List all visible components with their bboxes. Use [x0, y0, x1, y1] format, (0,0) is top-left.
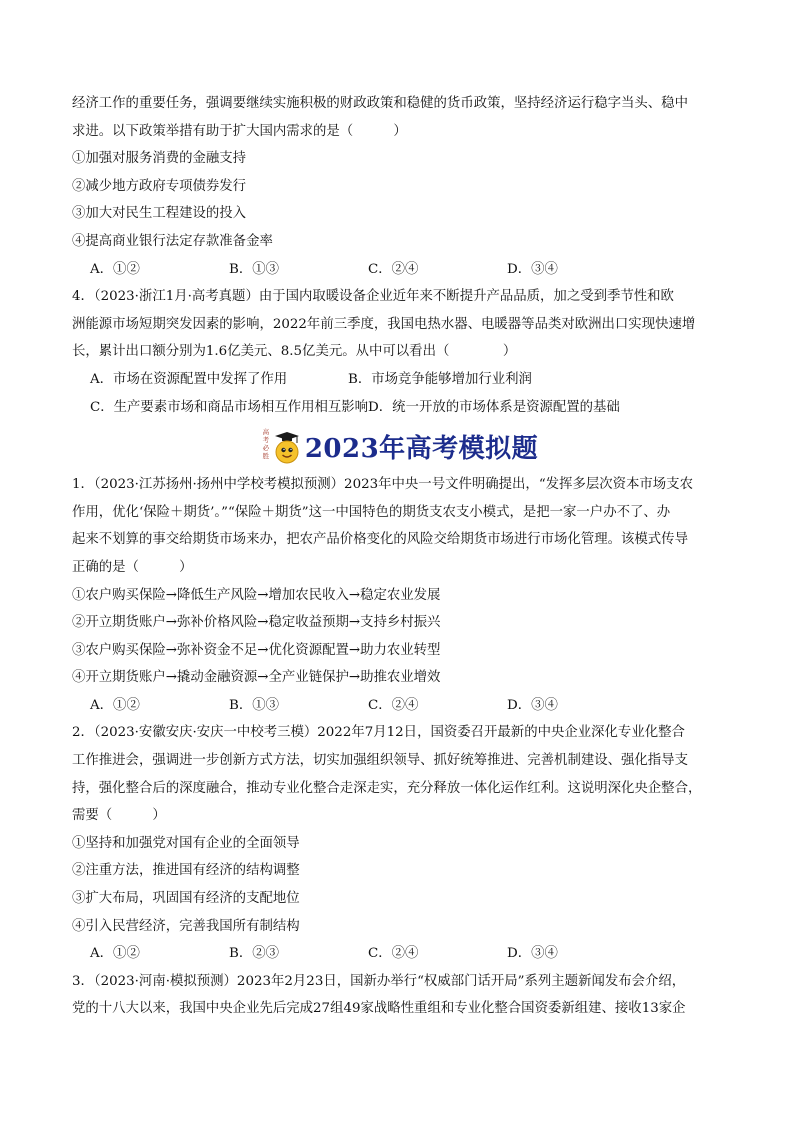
banner-title: 2023年高考模拟题 [304, 433, 539, 464]
m1-item-2: ②开立期货账户→弥补价格风险→稳定收益预期→支持乡村振兴 [72, 615, 441, 631]
m1-item-4: ④开立期货账户→撬动金融资源→全产业链保护→助推农业增效 [72, 670, 441, 686]
m1-item-1: ①农户购买保险→降低生产风险→增加农民收入→稳定农业发展 [72, 587, 441, 603]
m2-choice-c: C．②④ [368, 946, 419, 962]
m2-choices [72, 940, 727, 968]
logo-vertical-text: 高考必胜 [262, 428, 270, 461]
m2-stem-line-2: 工作推进会，强调进一步创新方式方法，切实加强组织领导、抓好统筹推进、完善机制建设、强化指导支 [72, 753, 688, 769]
q4-stem-line-2: 洲能源市场短期突发因素的影响，2022年前三季度，我国电热水器、电暖器等品类对欧洲出口实现快速增 [72, 316, 696, 332]
document-page [72, 90, 727, 1023]
q3-choice-c: C．②④ [368, 261, 419, 277]
m2-choice-d: D．③④ [507, 946, 558, 962]
m1-choice-c: C．②④ [368, 697, 419, 713]
q3-choices [72, 256, 727, 284]
m3-stem-line-2: 党的十八大以来，我国中央企业先后完成27组49家战略性重组和专业化整合国资委新组建、接收13家企 [72, 1001, 686, 1017]
m1-item-3: ③农户购买保险→弥补资金不足→优化资源配置→助力农业转型 [72, 642, 441, 658]
m1-stem-line-4: 正确的是（ ） [72, 559, 193, 575]
m2-choice-b: B．②③ [229, 946, 280, 962]
m2-item-2: ②注重方法，推进国有经济的结构调整 [72, 863, 300, 879]
m1-choices [72, 692, 727, 720]
m1-stem-line-2: 作用，优化‘保险＋期货’。”“保险＋期货”这一中国特色的期货支农支小模式，是把一家一户办不了、办 [72, 504, 671, 520]
q4-stem-line-3: 长，累计出口额分别为1.6亿美元、8.5亿美元。从中可以看出（ ） [72, 344, 517, 360]
m1-stem-line-3: 起来不划算的事交给期货市场来办，把农产品价格变化的风险交给期货市场进行市场化管理。该模式传导 [72, 532, 688, 548]
q4-options-cd [72, 394, 727, 422]
q4-option-cd: C．生产要素市场和商品市场相互作用相互影响D．统一开放的市场体系是资源配置的基础 [90, 399, 620, 415]
m1-choice-d: D．③④ [507, 697, 558, 713]
q3-choice-b: B．①③ [229, 261, 280, 277]
m2-item-4: ④引入民营经济，完善我国所有制结构 [72, 918, 300, 934]
q3-stem-line-2: 求进。以下政策举措有助于扩大国内需求的是（ ） [72, 123, 407, 139]
q3-choice-d: D．③④ [507, 261, 558, 277]
q3-item-4: ④提高商业银行法定存款准备金率 [72, 233, 273, 249]
m1-stem-line-1: 1．（2023·江苏扬州·扬州中学校考模拟预测）2023年中央一号文件明确提出，“发挥多层次资本市场支农 [72, 477, 693, 493]
q4-options-ab [72, 366, 727, 394]
m3-stem-line-1: 3．（2023·河南·模拟预测）2023年2月23日，国新办举行“权威部门话开局”系列主题新闻发布会介绍， [72, 973, 686, 989]
m1-choice-b: B．①③ [229, 697, 280, 713]
q3-item-1: ①加强对服务消费的金融支持 [72, 151, 247, 167]
m2-stem-line-3: 持，强化整合后的深度融合，推动专业化整合走深走实，充分释放一体化运作红利。这说明深化央企整合， [72, 780, 702, 796]
smiley-mascot-icon [261, 426, 301, 466]
m2-item-1: ①坚持和加强党对国有企业的全面领导 [72, 835, 300, 851]
m2-stem-line-4: 需要（ ） [72, 808, 166, 824]
q4-stem-line-1: 4．（2023·浙江1月·高考真题）由于国内取暖设备企业近年来不断提升产品品质，加之受到季节性和欧 [72, 289, 674, 305]
q3-stem-line-1: 经济工作的重要任务，强调要继续实施积极的财政政策和稳健的货币政策，坚持经济运行稳字当头、稳中 [72, 96, 688, 111]
m2-item-3: ③扩大布局，巩固国有经济的支配地位 [72, 891, 300, 907]
q4-option-b: B．市场竞争能够增加行业利润 [348, 371, 532, 387]
m2-choice-a: A．①② [90, 946, 140, 962]
m1-choice-a: A．①② [90, 697, 140, 713]
q3-item-2: ②减少地方政府专项债券发行 [72, 178, 247, 194]
q3-item-3: ③加大对民生工程建设的投入 [72, 206, 247, 222]
section-banner [72, 423, 727, 469]
q3-choice-a: A．①② [90, 261, 140, 277]
q4-option-a: A．市场在资源配置中发挥了作用 [90, 371, 288, 387]
m2-stem-line-1: 2．（2023·安徽安庆·安庆一中校考三模）2022年7月12日，国资委召开最新的中央企业深化专业化整合 [72, 725, 685, 741]
